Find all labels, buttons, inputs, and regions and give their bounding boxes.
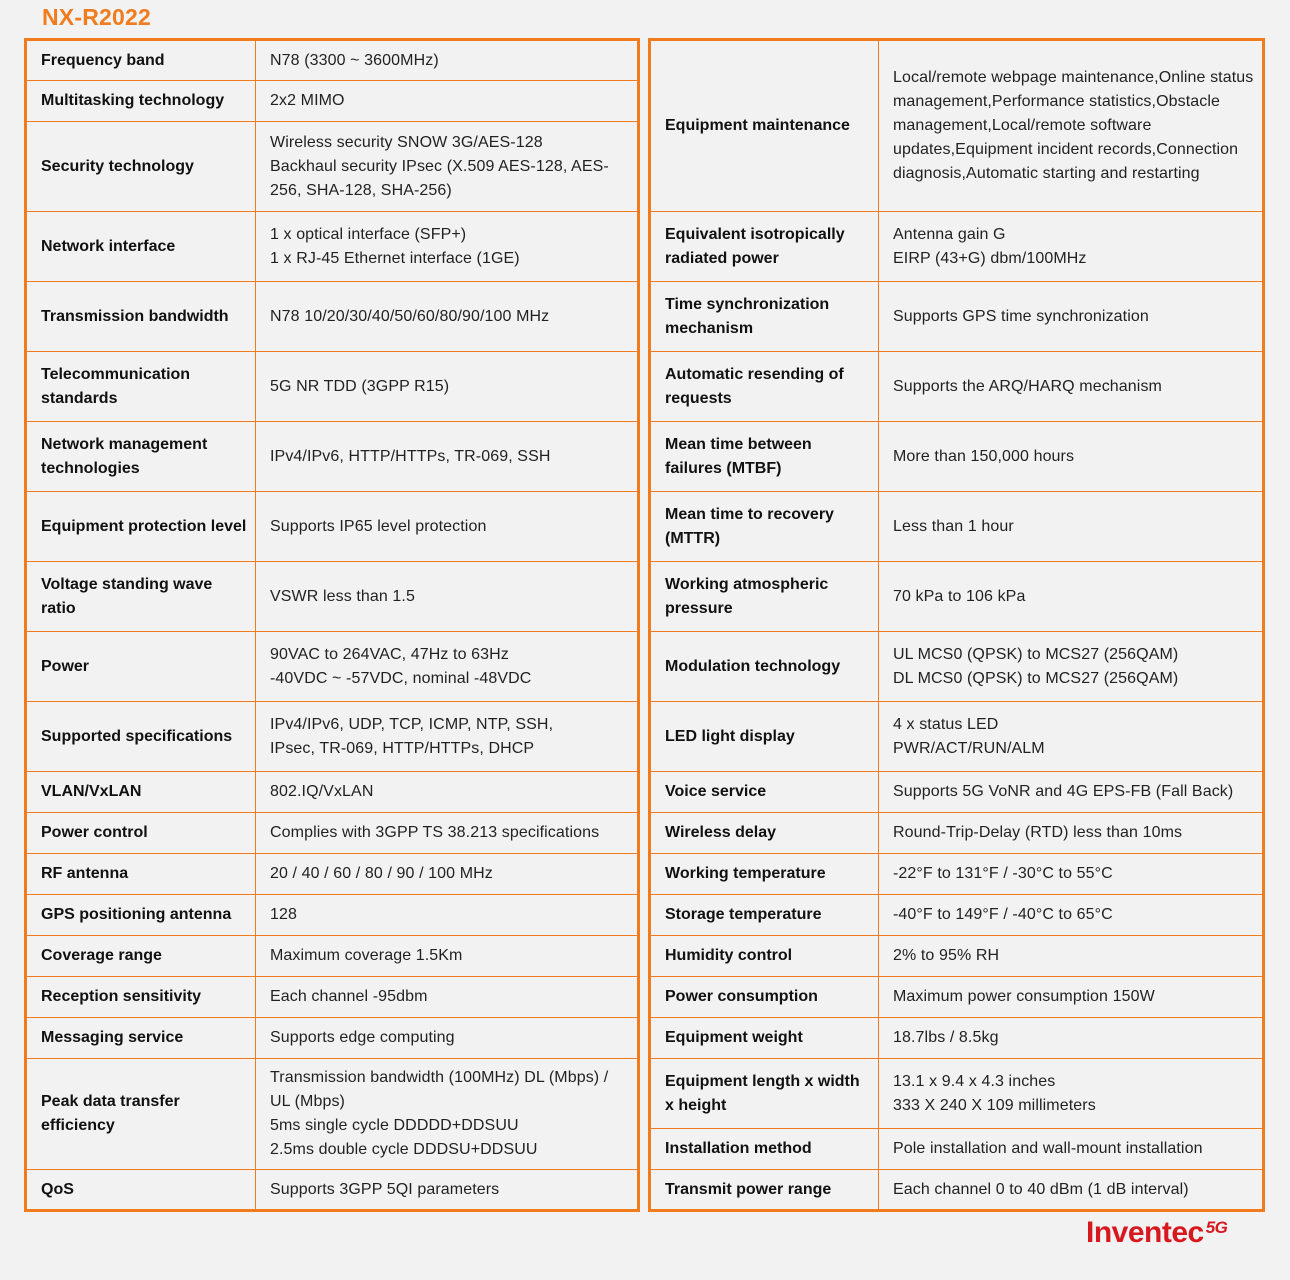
spec-label: Equipment length x width x height <box>650 1059 879 1129</box>
spec-label: Equipment maintenance <box>650 40 879 212</box>
spec-label: Installation method <box>650 1129 879 1170</box>
spec-row <box>650 212 1264 282</box>
spec-value-line: Maximum coverage 1.5Km <box>270 947 463 964</box>
spec-value-line: Transmission bandwidth (100MHz) DL (Mbps) / UL (Mbps) <box>270 1069 609 1110</box>
spec-row <box>650 40 1264 212</box>
spec-value-line: 1 x optical interface (SFP+) <box>270 225 467 243</box>
spec-value-line: Maximum power consumption 150W <box>893 988 1155 1005</box>
spec-value <box>879 1059 1264 1129</box>
spec-value <box>256 212 639 282</box>
spec-value <box>256 813 639 854</box>
spec-value-line: IPsec, TR-069, HTTP/HTTPs, DHCP <box>270 739 535 757</box>
spec-value <box>256 352 639 422</box>
spec-value-line: Round-Trip-Delay (RTD) less than 10ms <box>893 824 1183 841</box>
spec-row <box>26 977 639 1018</box>
spec-value-line: VSWR less than 1.5 <box>270 587 415 605</box>
spec-row <box>26 212 639 282</box>
spec-value-line: 2.5ms double cycle DDDSU+DDSUU <box>270 1141 538 1158</box>
spec-row <box>26 352 639 422</box>
spec-label: Power consumption <box>650 977 879 1018</box>
spec-label: Wireless delay <box>650 813 879 854</box>
logo-brand: Inventec <box>1086 1216 1204 1249</box>
spec-row <box>26 772 639 813</box>
spec-value <box>879 562 1264 632</box>
spec-value <box>256 562 639 632</box>
spec-value <box>879 813 1264 854</box>
spec-value <box>879 40 1264 212</box>
spec-row <box>650 492 1264 562</box>
spec-label: Supported specifications <box>26 702 256 772</box>
spec-row <box>650 895 1264 936</box>
spec-value <box>256 632 639 702</box>
spec-label: Network management technologies <box>26 422 256 492</box>
spec-value-line: 70 kPa to 106 kPa <box>893 587 1026 605</box>
spec-row <box>26 81 639 122</box>
spec-label: Reception sensitivity <box>26 977 256 1018</box>
spec-value-line: 128 <box>270 906 297 923</box>
spec-value-line: Supports 3GPP 5QI parameters <box>270 1180 500 1198</box>
spec-value <box>879 352 1264 422</box>
spec-value-line: IPv4/IPv6, HTTP/HTTPs, TR-069, SSH <box>270 447 551 465</box>
spec-value <box>256 772 639 813</box>
spec-row <box>26 1170 639 1211</box>
spec-label: Modulation technology <box>650 632 879 702</box>
spec-label: Frequency band <box>26 40 256 81</box>
spec-value-line: -22°F to 131°F / -30°C to 55°C <box>893 865 1113 882</box>
spec-row <box>650 1170 1264 1211</box>
spec-label: VLAN/VxLAN <box>26 772 256 813</box>
spec-value-line: -40VDC ~ -57VDC, nominal -48VDC <box>270 669 532 687</box>
spec-value <box>879 492 1264 562</box>
spec-row <box>26 40 639 81</box>
spec-value-line: IPv4/IPv6, UDP, TCP, ICMP, NTP, SSH, <box>270 715 554 733</box>
spec-row <box>26 1018 639 1059</box>
spec-row <box>650 936 1264 977</box>
spec-value <box>256 1059 639 1170</box>
spec-value <box>879 854 1264 895</box>
spec-value-line: Supports 5G VoNR and 4G EPS-FB (Fall Back) <box>893 783 1234 800</box>
spec-row <box>650 977 1264 1018</box>
spec-row <box>26 632 639 702</box>
spec-value <box>256 1170 639 1211</box>
spec-row <box>26 282 639 352</box>
spec-row <box>650 813 1264 854</box>
spec-value-line: UL MCS0 (QPSK) to MCS27 (256QAM) <box>893 645 1179 663</box>
spec-value-line: Supports the ARQ/HARQ mechanism <box>893 377 1162 395</box>
spec-value-line: Complies with 3GPP TS 38.213 specifications <box>270 824 600 841</box>
spec-row <box>26 936 639 977</box>
spec-label: Power <box>26 632 256 702</box>
spec-value-line: Backhaul security IPsec (X.509 AES-128, AES-256, SHA-128, SHA-256) <box>270 157 609 199</box>
spec-label: Working temperature <box>650 854 879 895</box>
spec-value <box>879 936 1264 977</box>
spec-value <box>879 282 1264 352</box>
spec-label: Multitasking technology <box>26 81 256 122</box>
spec-row <box>26 813 639 854</box>
spec-value-line: DL MCS0 (QPSK) to MCS27 (256QAM) <box>893 669 1179 687</box>
spec-value-line: 802.IQ/VxLAN <box>270 783 374 800</box>
spec-value-line: 333 X 240 X 109 millimeters <box>893 1096 1096 1114</box>
spec-label: Equivalent isotropically radiated power <box>650 212 879 282</box>
spec-value-line: 18.7lbs / 8.5kg <box>893 1029 999 1046</box>
spec-row <box>650 632 1264 702</box>
spec-value-line: Wireless security SNOW 3G/AES-128 <box>270 133 543 151</box>
spec-label: Network interface <box>26 212 256 282</box>
spec-table-left <box>24 38 640 1212</box>
spec-value-line: 2% to 95% RH <box>893 947 1000 964</box>
spec-value-line: Supports IP65 level protection <box>270 517 487 535</box>
spec-value <box>879 895 1264 936</box>
spec-label: Transmit power range <box>650 1170 879 1211</box>
spec-label: Mean time between failures (MTBF) <box>650 422 879 492</box>
spec-value <box>256 122 639 212</box>
spec-value <box>256 895 639 936</box>
spec-value-line: Local/remote webpage maintenance,Online status management,Performance statistics,Obstacle management,Local/remote software updates,Equipment incident records,Connection diagnosis,Automatic starting and restarting <box>893 69 1254 182</box>
spec-value <box>879 1129 1264 1170</box>
spec-label: Transmission bandwidth <box>26 282 256 352</box>
spec-value <box>256 1018 639 1059</box>
spec-row <box>26 854 639 895</box>
spec-row <box>26 122 639 212</box>
spec-value <box>879 772 1264 813</box>
spec-row <box>650 772 1264 813</box>
spec-value-line: Each channel -95dbm <box>270 988 428 1005</box>
spec-value-line: 2x2 MIMO <box>270 92 345 109</box>
spec-row <box>26 422 639 492</box>
spec-label: Equipment weight <box>650 1018 879 1059</box>
spec-value <box>879 977 1264 1018</box>
spec-value <box>879 422 1264 492</box>
logo-5g-suffix: 5G <box>1205 1218 1228 1237</box>
spec-row <box>650 282 1264 352</box>
spec-value-line: More than 150,000 hours <box>893 447 1075 465</box>
spec-label: Power control <box>26 813 256 854</box>
spec-label: Peak data transfer efficiency <box>26 1059 256 1170</box>
spec-value-line: Pole installation and wall-mount installation <box>893 1140 1203 1157</box>
spec-label: LED light display <box>650 702 879 772</box>
spec-value <box>879 212 1264 282</box>
spec-value <box>879 1018 1264 1059</box>
spec-label: QoS <box>26 1170 256 1211</box>
spec-row <box>650 854 1264 895</box>
spec-row <box>26 1059 639 1170</box>
spec-value <box>256 282 639 352</box>
spec-value <box>256 854 639 895</box>
spec-row <box>650 1059 1264 1129</box>
spec-label: Humidity control <box>650 936 879 977</box>
spec-label: Telecommunication standards <box>26 352 256 422</box>
spec-table-right <box>648 38 1265 1212</box>
spec-value-line: -40°F to 149°F / -40°C to 65°C <box>893 906 1113 923</box>
spec-value-line: Less than 1 hour <box>893 517 1014 535</box>
spec-value-line: 5G NR TDD (3GPP R15) <box>270 377 450 395</box>
spec-value <box>256 40 639 81</box>
spec-row <box>26 895 639 936</box>
spec-value-line: Antenna gain G <box>893 225 1006 243</box>
spec-row <box>26 562 639 632</box>
spec-value-line: 5ms single cycle DDDDD+DDSUU <box>270 1117 519 1134</box>
spec-label: Equipment protection level <box>26 492 256 562</box>
spec-label: Messaging service <box>26 1018 256 1059</box>
spec-value-line: 90VAC to 264VAC, 47Hz to 63Hz <box>270 645 509 663</box>
spec-row <box>26 702 639 772</box>
spec-value-line: Each channel 0 to 40 dBm (1 dB interval) <box>893 1180 1189 1198</box>
spec-label: Coverage range <box>26 936 256 977</box>
spec-value-line: 13.1 x 9.4 x 4.3 inches <box>893 1072 1056 1090</box>
spec-value-line: N78 10/20/30/40/50/60/80/90/100 MHz <box>270 307 550 325</box>
spec-label: Voltage standing wave ratio <box>26 562 256 632</box>
spec-label: GPS positioning antenna <box>26 895 256 936</box>
spec-label: Security technology <box>26 122 256 212</box>
spec-value-line: 1 x RJ-45 Ethernet interface (1GE) <box>270 249 520 267</box>
spec-value <box>256 492 639 562</box>
spec-label: RF antenna <box>26 854 256 895</box>
spec-value-line: PWR/ACT/RUN/ALM <box>893 739 1045 757</box>
spec-value <box>879 632 1264 702</box>
spec-value-line: Supports edge computing <box>270 1029 455 1046</box>
spec-value-line: Supports GPS time synchronization <box>893 307 1149 325</box>
spec-label: Voice service <box>650 772 879 813</box>
spec-row <box>26 492 639 562</box>
spec-row <box>650 352 1264 422</box>
spec-value <box>256 702 639 772</box>
spec-row <box>650 562 1264 632</box>
spec-value <box>256 81 639 122</box>
spec-value <box>879 702 1264 772</box>
spec-value-line: EIRP (43+G) dbm/100MHz <box>893 249 1087 267</box>
spec-value-line: 4 x status LED <box>893 715 999 733</box>
inventec-5g-logo <box>1086 1216 1227 1250</box>
spec-value-line: N78 (3300 ~ 3600MHz) <box>270 51 439 69</box>
spec-label: Working atmospheric pressure <box>650 562 879 632</box>
page-title: NX-R2022 <box>42 4 151 30</box>
spec-label: Time synchronization mechanism <box>650 282 879 352</box>
spec-value-line: 20 / 40 / 60 / 80 / 90 / 100 MHz <box>270 865 493 882</box>
spec-value <box>879 1170 1264 1211</box>
spec-row <box>650 702 1264 772</box>
spec-value <box>256 422 639 492</box>
spec-value <box>256 977 639 1018</box>
spec-label: Automatic resending of requests <box>650 352 879 422</box>
spec-row <box>650 422 1264 492</box>
spec-row <box>650 1129 1264 1170</box>
spec-label: Mean time to recovery (MTTR) <box>650 492 879 562</box>
spec-label: Storage temperature <box>650 895 879 936</box>
spec-row <box>650 1018 1264 1059</box>
spec-value <box>256 936 639 977</box>
